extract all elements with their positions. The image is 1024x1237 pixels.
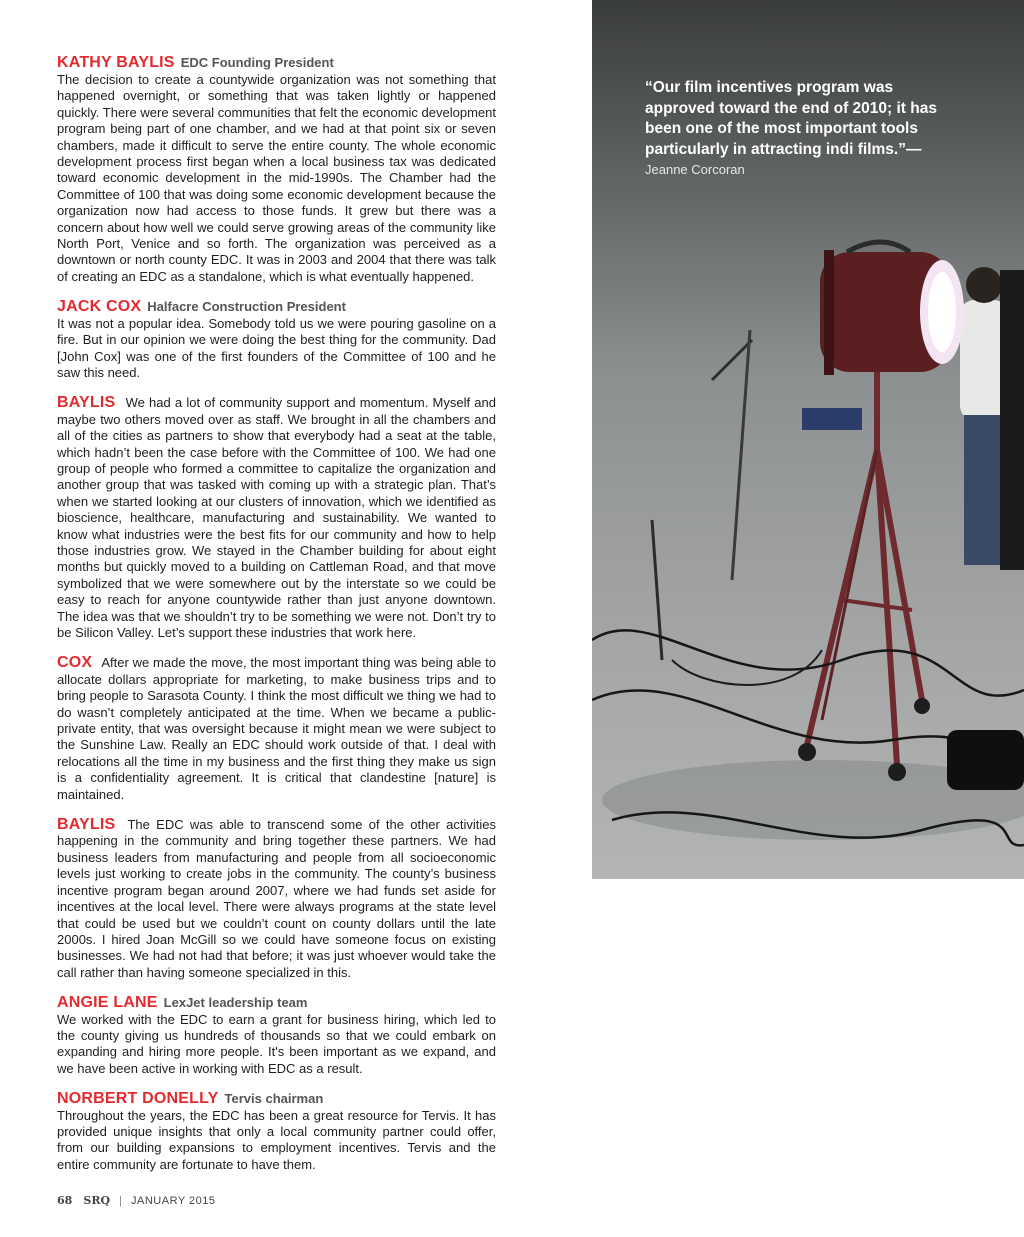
pull-quote [645, 78, 945, 177]
speaker-role: EDC Founding President [180, 55, 334, 70]
speaker-name: COX [57, 654, 93, 672]
section-text: The decision to create a countywide organization was not something that happened overnight, or something that was taken lightly or happened quickly. There were several communities that felt the economic development program being part of one chamber, and we had at that point six or seven chambers, made it difficult to serve the entire county. The whole economic development process first began when a local business tax was dedicated toward economic development in the mid-1990s. The Chamber had the Committee of 100 that was doing some economic development because the organization now had access to those funds. It grew but there was a concern about how well we could serve growing areas of the community like North Port, Venice and so forth. The organization was perceived as a downtown or north county EDC. It was in 2003 and 2004 that there was talk of creating an EDC as a standalone, which is what eventually happened. [57, 72, 496, 284]
section-text: The EDC was able to transcend some of the other activities happening in the community and bring together these partners. We had business leaders from manufacturing and people from all socioeconomic levels just working to create jobs in the community. The county’s business incentive program began around 2007, where we had funds set aside for incentives at the local level. There were always programs at the state level that could be used but we couldn’t count on county dollars until the late 2000s. I hired Joan McGill so we could have someone focus on existing businesses. We had not had that before; it was just whoever would take the call rather than having someone specialized in this. [57, 817, 496, 980]
magazine-name: SRQ [83, 1194, 111, 1207]
footer-separator: | [119, 1195, 122, 1207]
quote-attribution: Jeanne Corcoran [645, 162, 745, 177]
section-text: After we made the move, the most important thing was being able to allocate dollars appropriate for marketing, to make business trips and to bring people to Sarasota County. I think the most difficult we thing we had to do wasn’t completely anticipated at the time. When we became a public-private entity, that was oversight because it might mean we were subject to the Sunshine Law. Really an EDC should work outside of that. I deal with relocations all the time in my business and the first thing they make us sign is a confidentiality agreement. It is critical that clandestine [nature] is maintained. [57, 655, 496, 802]
section-text: Throughout the years, the EDC has been a great resource for Tervis. It has provided unique insights that only a local community partner could offer, from our building expansions to employment incentives. Tervis and the entire community are fortunate to have them. [57, 1107, 496, 1172]
speaker-name: NORBERT DONELLY [57, 1090, 219, 1108]
speaker-name: BAYLIS [57, 394, 116, 412]
speaker-name: BAYLIS [57, 816, 116, 834]
speaker-role: LexJet leadership team [163, 995, 308, 1011]
page-number: 68 [57, 1194, 73, 1207]
speaker-name: JACK COX [57, 298, 142, 316]
page-footer [57, 1194, 216, 1207]
section-norbert-donelly [57, 1091, 496, 1173]
speaker-role: Halfacre Construction President [147, 299, 346, 315]
issue-date: JANUARY 2015 [131, 1195, 216, 1207]
section-jack-cox [57, 299, 496, 381]
section-kathy-baylis [57, 53, 496, 285]
section-text: We had a lot of community support and momentum. Myself and maybe two others moved over as staff. We brought in all the chambers and all of the cities as partners to show that everybody had a seat at the table, which hadn’t been the case before with the Committee of 100. We had one group of people who formed a committee to capitalize the organization and another group that was tasked with coming up with a strategic plan. That’s when we started looking at our clusters of innovation, which we identified as bioscience, healthcare, manufacturing and sustainability. We wanted to know what industries were the best fits for our community and how to help those industries grow. We stayed in the Chamber building for about eight months but quickly moved to a building on Cattleman Road, and that move symbolized that we were somewhere out by the interstate so we could be easy to reach for anyone countywide rather than just anyone downtown. The idea was that we shouldn’t try to be something we were not. Don’t try to be Silicon Valley. Let’s support these industries that work here. [57, 395, 496, 640]
section-cox [57, 655, 496, 803]
section-text: We worked with the EDC to earn a grant for business hiring, which led to the county giving us hundreds of thousands so that we could embark on expanding and hiring more people. It's been important as we expand, and we have been active in working with EDC as a result. [57, 1011, 496, 1076]
speaker-name: ANGIE LANE [57, 994, 158, 1012]
quote-text: “Our film incentives program was approved toward the end of 2010; it has been one of the most important tools particularly in attracting indi films.”— [645, 79, 937, 158]
article-column [57, 53, 496, 1187]
section-angie-lane [57, 995, 496, 1077]
speaker-name: KATHY BAYLIS [57, 54, 175, 71]
section-text: It was not a popular idea. Somebody told us we were pouring gasoline on a fire. But in our opinion we were doing the best thing for the community. Dad [John Cox] was one of the first founders of the Committee of 100 and he saw this need. [57, 315, 496, 380]
section-baylis-1 [57, 395, 496, 641]
section-baylis-2 [57, 817, 496, 981]
speaker-role: Tervis chairman [224, 1091, 324, 1107]
